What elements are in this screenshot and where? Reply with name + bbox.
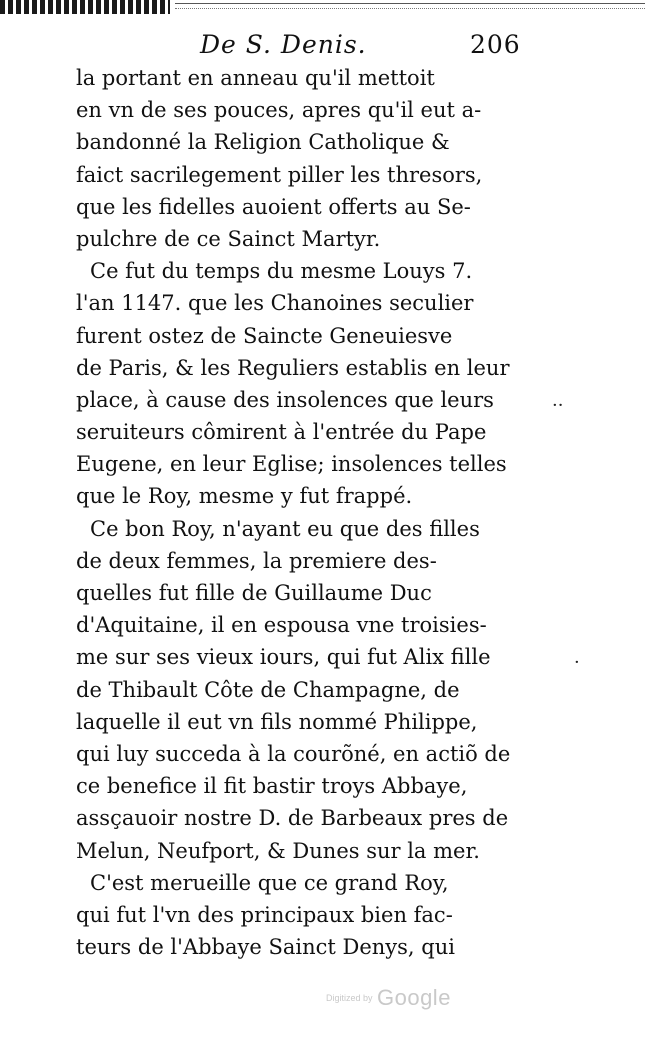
text-line: d'Aquitaine, il en espousa vne troisies- xyxy=(76,613,487,638)
text-line: bandonné la Religion Catholique & xyxy=(76,130,450,155)
text-line: ce benefice il fit bastir troys Abbaye, xyxy=(76,774,468,799)
text-line: quelles fut fille de Guillaume Duc xyxy=(76,581,432,605)
text-line: de Thibault Côte de Champagne, de xyxy=(76,677,460,702)
digitization-watermark xyxy=(326,985,451,1011)
text-line: pulchre de ce Sainct Martyr. xyxy=(76,226,381,251)
text-line: que le Roy, mesme y fut frappé. xyxy=(76,484,413,509)
running-title: De S. Denis. xyxy=(200,30,367,59)
paragraph-start-line: Ce bon Roy, n'ayant eu que des filles xyxy=(90,516,480,541)
page-number: 206 xyxy=(470,30,521,59)
text-line: qui luy succeda à la courõné, en actiõ de xyxy=(76,741,511,766)
text-line: Eugene, en leur Eglise; insolences telles xyxy=(76,452,507,477)
text-line: teurs de l'Abbaye Sainct Denys, qui xyxy=(76,935,455,960)
text-line: furent ostez de Saincte Geneuiesve xyxy=(76,323,453,348)
margin-tick-mark: · xyxy=(574,652,580,673)
text-line: en vn de ses pouces, apres qu'il eut a- xyxy=(76,98,482,123)
digitized-by-label: Digitized by xyxy=(326,993,373,1003)
text-line: seruiteurs cômirent à l'entrée du Pape xyxy=(76,420,487,445)
text-line: qui fut l'vn des principaux bien fac- xyxy=(76,902,453,927)
text-line: Melun, Neufport, & Dunes sur la mer. xyxy=(76,838,480,863)
body-text xyxy=(76,62,546,963)
top-ornament-line xyxy=(175,3,645,9)
text-line: de deux femmes, la premiere des- xyxy=(76,548,437,573)
text-line: l'an 1147. que les Chanoines seculier xyxy=(76,291,474,316)
text-line: que les fidelles auoient offerts au Se- xyxy=(76,194,471,219)
text-line: la portant en anneau qu'il mettoit xyxy=(76,66,435,90)
paragraph-start-line: Ce fut du temps du mesme Louys 7. xyxy=(90,259,473,284)
margin-dots-mark: ·· xyxy=(552,395,564,416)
text-line: assçauoir nostre D. de Barbeaux pres de xyxy=(76,806,509,831)
text-line: faict sacrilegement piller les thresors, xyxy=(76,162,483,187)
text-line: place, à cause des insolences que leurs xyxy=(76,387,494,412)
text-line: laquelle il eut vn fils nommé Philippe, xyxy=(76,709,478,734)
google-wordmark: Google xyxy=(376,985,451,1010)
text-line: de Paris, & les Reguliers establis en leur xyxy=(76,355,510,380)
top-border-rule xyxy=(0,0,170,14)
paragraph-start-line: C'est merueille que ce grand Roy, xyxy=(90,870,449,895)
text-line: me sur ses vieux iours, qui fut Alix fille xyxy=(76,645,491,670)
